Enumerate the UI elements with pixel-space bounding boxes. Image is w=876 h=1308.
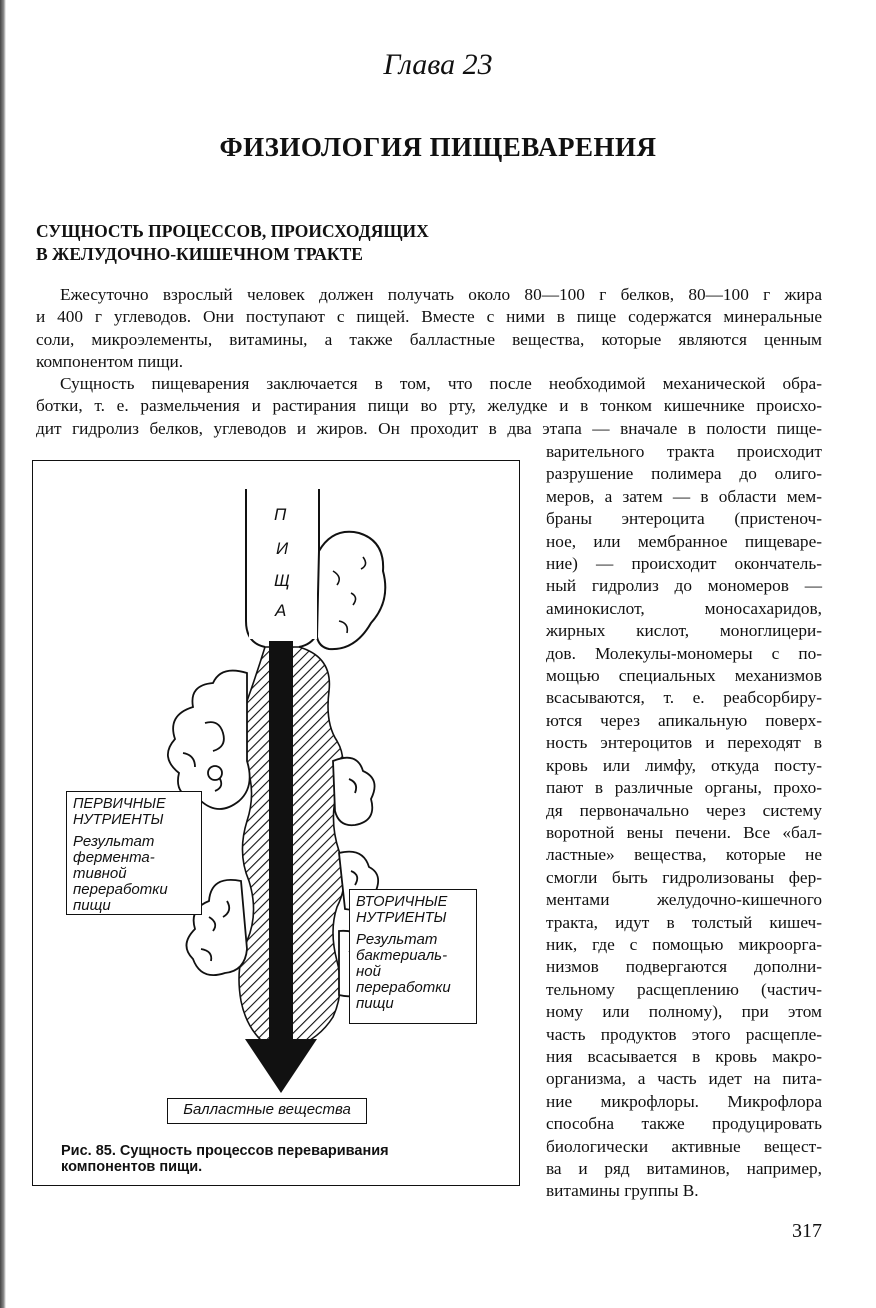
text-line: организма, а часть идет на пита- bbox=[546, 1069, 822, 1089]
text-line: ность энтероцитов и переходят в bbox=[546, 733, 822, 753]
primary-nutrients-description: Результат фермента- тивной переработки пищи bbox=[73, 833, 168, 914]
text-line: ботки, т. е. размельчения и растирания пищи во рту, желудке и в тонком кишечнике происхо- bbox=[36, 396, 822, 416]
figure-85 bbox=[32, 460, 520, 1186]
secondary-nutrients-heading: ВТОРИЧНЫЕ НУТРИЕНТЫ bbox=[356, 894, 448, 926]
section-heading bbox=[36, 220, 429, 266]
digestion-arrow-shaft bbox=[269, 641, 293, 1041]
text-line: ластные» вещества, которые не bbox=[546, 845, 822, 865]
text-line: ния всасывается в кровь макро- bbox=[546, 1046, 822, 1066]
text-line: жирных кислот, моноглицери- bbox=[546, 621, 822, 641]
text-line: тельному расщеплению (частич- bbox=[546, 979, 822, 999]
text-line: смогли быть гидролизованы фер- bbox=[546, 867, 822, 887]
text-line: браны энтероцита (пристеноч- bbox=[546, 509, 822, 529]
text-line: пают в различные органы, прохо- bbox=[546, 778, 822, 798]
text-line: и 400 г углеводов. Они поступают с пищей. Вместе с ними в пище содержатся минеральные bbox=[36, 307, 822, 327]
text-line: тракта, идут в толстый кишеч- bbox=[546, 912, 822, 932]
text-line: ное, или мембранное пищеваре- bbox=[546, 531, 822, 551]
text-line: воротной вены печени. Все «бал- bbox=[546, 822, 822, 842]
text-line: ментами желудочно-кишечного bbox=[546, 890, 822, 910]
text-line: дит гидролиз белков, углеводов и жиров. Он проходит в два этапа — вначале в полости пище- bbox=[36, 418, 822, 438]
text-line: меров, а затем — в области мем- bbox=[546, 486, 822, 506]
food-letter: И bbox=[276, 539, 289, 558]
food-letter: П bbox=[274, 505, 287, 524]
ballast-substances-label: Балластные вещества bbox=[167, 1098, 367, 1124]
page-number: 317 bbox=[792, 1220, 822, 1242]
book-spine-shadow bbox=[0, 0, 6, 1308]
text-line: ние) — происходит окончатель- bbox=[546, 554, 822, 574]
primary-nutrients-box bbox=[66, 791, 202, 915]
text-line: дя первоначально через систему bbox=[546, 800, 822, 820]
text-line: биологически активные вещест- bbox=[546, 1136, 822, 1156]
text-line: всасываются, т. е. реабсорбиру- bbox=[546, 688, 822, 708]
chapter-heading: Глава 23 bbox=[383, 48, 493, 81]
text-line: ются через апикальную поверх- bbox=[546, 710, 822, 730]
paragraph-1 bbox=[36, 284, 822, 374]
text-line: мощью специальных механизмов bbox=[546, 666, 822, 686]
paragraph-2-continued-column bbox=[546, 441, 822, 1203]
food-letter: Щ bbox=[274, 571, 290, 590]
digestion-arrow-head bbox=[245, 1039, 317, 1093]
text-line: Ежесуточно взрослый человек должен получать около 80—100 г белков, 80—100 г жира bbox=[60, 285, 822, 304]
text-line: способна также продуцировать bbox=[546, 1114, 822, 1134]
text-line: ва и ряд витаминов, например, bbox=[546, 1159, 822, 1178]
text-line: компонентом пищи. bbox=[36, 352, 184, 372]
text-line: аминокислот, моносахаридов, bbox=[546, 598, 822, 618]
food-letter: А bbox=[275, 601, 287, 620]
secondary-nutrients-description: Результат бактериаль- ной переработки пищи bbox=[356, 931, 451, 1012]
text-line: разрушение полимера до олиго- bbox=[546, 464, 822, 484]
text-line: дов. Молекулы-мономеры с по- bbox=[546, 643, 822, 663]
text-line: часть продуктов этого расщепле- bbox=[546, 1024, 822, 1044]
paragraph-2 bbox=[36, 373, 822, 440]
text-line: ник, где с помощью микроорга- bbox=[546, 934, 822, 954]
text-line: ный гидролиз до мономеров — bbox=[546, 576, 822, 596]
page-title: ФИЗИОЛОГИЯ ПИЩЕВАРЕНИЯ bbox=[219, 132, 657, 162]
text-line: витамины группы В. bbox=[546, 1181, 699, 1201]
text-line: ние микрофлоры. Микрофлора bbox=[546, 1091, 822, 1111]
primary-nutrients-heading: ПЕРВИЧНЫЕ НУТРИЕНТЫ bbox=[73, 796, 166, 828]
secondary-nutrients-box bbox=[349, 889, 477, 1024]
section-heading-line: СУЩНОСТЬ ПРОЦЕССОВ, ПРОИСХОДЯЩИХ bbox=[36, 221, 429, 241]
stomach-shape bbox=[317, 532, 385, 649]
text-line: кровь или лимфу, откуда посту- bbox=[546, 755, 822, 775]
section-heading-line: В ЖЕЛУДОЧНО-КИШЕЧНОМ ТРАКТЕ bbox=[36, 244, 363, 264]
text-line: ному или полному), при этом bbox=[546, 1002, 822, 1022]
text-line: низмов подвергаются дополни- bbox=[546, 957, 822, 977]
text-line: соли, микроэлементы, витамины, а также балластные вещества, которые являются ценным bbox=[36, 329, 822, 349]
figure-caption: Рис. 85. Сущность процессов переваривания компонентов пищи. bbox=[61, 1143, 389, 1175]
text-line: варительного тракта происходит bbox=[546, 442, 822, 461]
text-line: Сущность пищеварения заключается в том, что после необходимой механической обра- bbox=[60, 374, 822, 393]
